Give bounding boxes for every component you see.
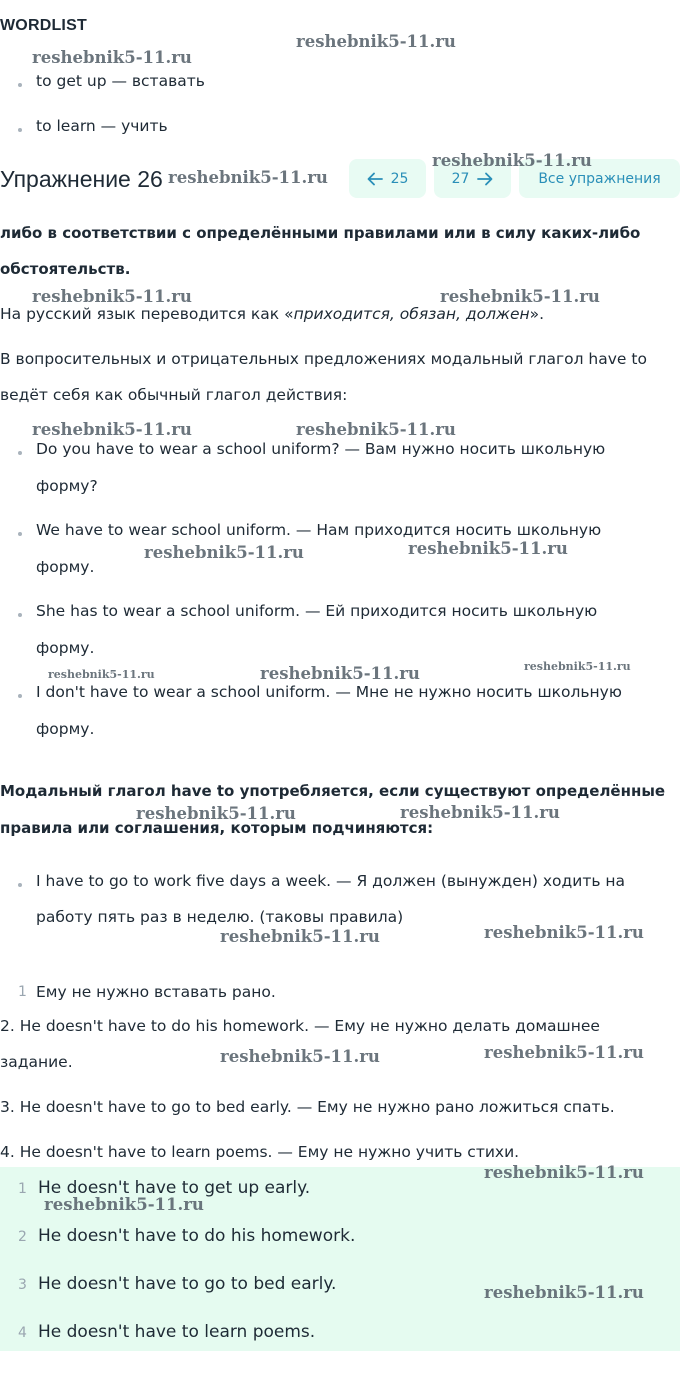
example-line: Do you have to wear a school uniform? — Вам нужно носить школьную (36, 440, 606, 458)
translation-item: Ему не нужно вставать рано. (36, 983, 276, 1001)
watermark: reshebnik5-11.ru (32, 287, 192, 306)
rule-line: правила или соглашения, которым подчиняются: (0, 819, 434, 837)
arrow-right-icon (477, 172, 493, 186)
next-exercise-label: 27 (451, 170, 470, 187)
example-line: She has to wear a school uniform. — Ей приходится носить школьную (36, 602, 598, 620)
translation-item: 2. He doesn't have to do his homework. — Ему не нужно делать домашнее (0, 1017, 600, 1035)
answer-text: He doesn't have to learn poems. (38, 1322, 316, 1342)
example-line: I don't have to wear a school uniform. — Мне не нужно носить школьную (36, 683, 622, 701)
watermark: reshebnik5-11.ru (524, 660, 631, 673)
translation-prefix: На русский язык переводится как « (0, 305, 294, 323)
watermark: reshebnik5-11.ru (484, 1283, 644, 1302)
watermark: reshebnik5-11.ru (48, 668, 155, 681)
watermark: reshebnik5-11.ru (432, 151, 592, 170)
watermark: reshebnik5-11.ru (296, 420, 456, 439)
example-line: форму. (36, 639, 95, 657)
theory-intro-line: обстоятельств. (0, 260, 131, 278)
prev-exercise-label: 25 (390, 170, 409, 187)
translation-item: 4. He doesn't have to learn poems. — Ему не нужно учить стихи. (0, 1143, 520, 1161)
bullet-icon (18, 83, 22, 87)
translation-item: задание. (0, 1053, 73, 1071)
watermark: reshebnik5-11.ru (408, 539, 568, 558)
watermark: reshebnik5-11.ru (32, 420, 192, 439)
theory-intro-line: либо в соответствии с определёнными правилами или в силу каких-либо (0, 224, 641, 242)
rule-example-line: работу пять раз в неделю. (таковы правила) (36, 908, 404, 926)
exercise-title: Упражнение 26 (0, 166, 163, 192)
example-line: We have to wear school uniform. — Нам приходится носить школьную (36, 521, 602, 539)
answer-text: He doesn't have to do his homework. (38, 1226, 356, 1246)
watermark: reshebnik5-11.ru (484, 1163, 644, 1182)
translation-italic: приходится, обязан, должен (293, 305, 530, 323)
watermark: reshebnik5-11.ru (296, 32, 456, 51)
example-line: форму? (36, 477, 98, 495)
wordlist-item: to learn — учить (36, 117, 168, 135)
question-note-line: ведёт себя как обычный глагол действия: (0, 386, 348, 404)
watermark: reshebnik5-11.ru (44, 1195, 204, 1214)
answer-number: 3 (18, 1277, 27, 1293)
watermark: reshebnik5-11.ru (136, 804, 296, 823)
watermark: reshebnik5-11.ru (32, 48, 192, 67)
watermark: reshebnik5-11.ru (168, 168, 328, 187)
watermark: reshebnik5-11.ru (440, 287, 600, 306)
watermark: reshebnik5-11.ru (484, 1043, 644, 1062)
rule-line: Модальный глагол have to употребляется, если существуют определённые (0, 782, 666, 800)
translation-suffix: ». (529, 305, 545, 323)
answer-number: 2 (18, 1229, 27, 1245)
wordlist-title: WORDLIST (0, 17, 87, 34)
answer-number: 1 (18, 1181, 27, 1197)
translation-note (0, 304, 544, 324)
example-line: форму. (36, 720, 95, 738)
watermark: reshebnik5-11.ru (220, 927, 380, 946)
answer-text: He doesn't have to get up early. (38, 1178, 311, 1198)
example-line: форму. (36, 558, 95, 576)
item-number: 1 (18, 984, 27, 1000)
bullet-icon (18, 451, 22, 455)
bullet-icon (18, 883, 22, 887)
arrow-left-icon (367, 172, 383, 186)
bullet-icon (18, 694, 22, 698)
watermark: reshebnik5-11.ru (484, 923, 644, 942)
watermark: reshebnik5-11.ru (400, 803, 560, 822)
prev-exercise-button[interactable] (349, 159, 426, 198)
translation-item: 3. He doesn't have to go to bed early. — Ему не нужно рано ложиться спать. (0, 1098, 615, 1116)
bullet-icon (18, 613, 22, 617)
answer-text: He doesn't have to go to bed early. (38, 1274, 337, 1294)
question-note-line: В вопросительных и отрицательных предложениях модальный глагол have to (0, 350, 647, 368)
watermark: reshebnik5-11.ru (144, 543, 304, 562)
all-exercises-button[interactable]: Все упражнения (519, 159, 680, 198)
wordlist-item: to get up — вставать (36, 72, 205, 90)
bullet-icon (18, 128, 22, 132)
watermark: reshebnik5-11.ru (220, 1047, 380, 1066)
bullet-icon (18, 532, 22, 536)
rule-example-line: I have to go to work five days a week. — Я должен (вынужден) ходить на (36, 872, 626, 890)
answer-number: 4 (18, 1325, 27, 1341)
watermark: reshebnik5-11.ru (260, 664, 420, 683)
